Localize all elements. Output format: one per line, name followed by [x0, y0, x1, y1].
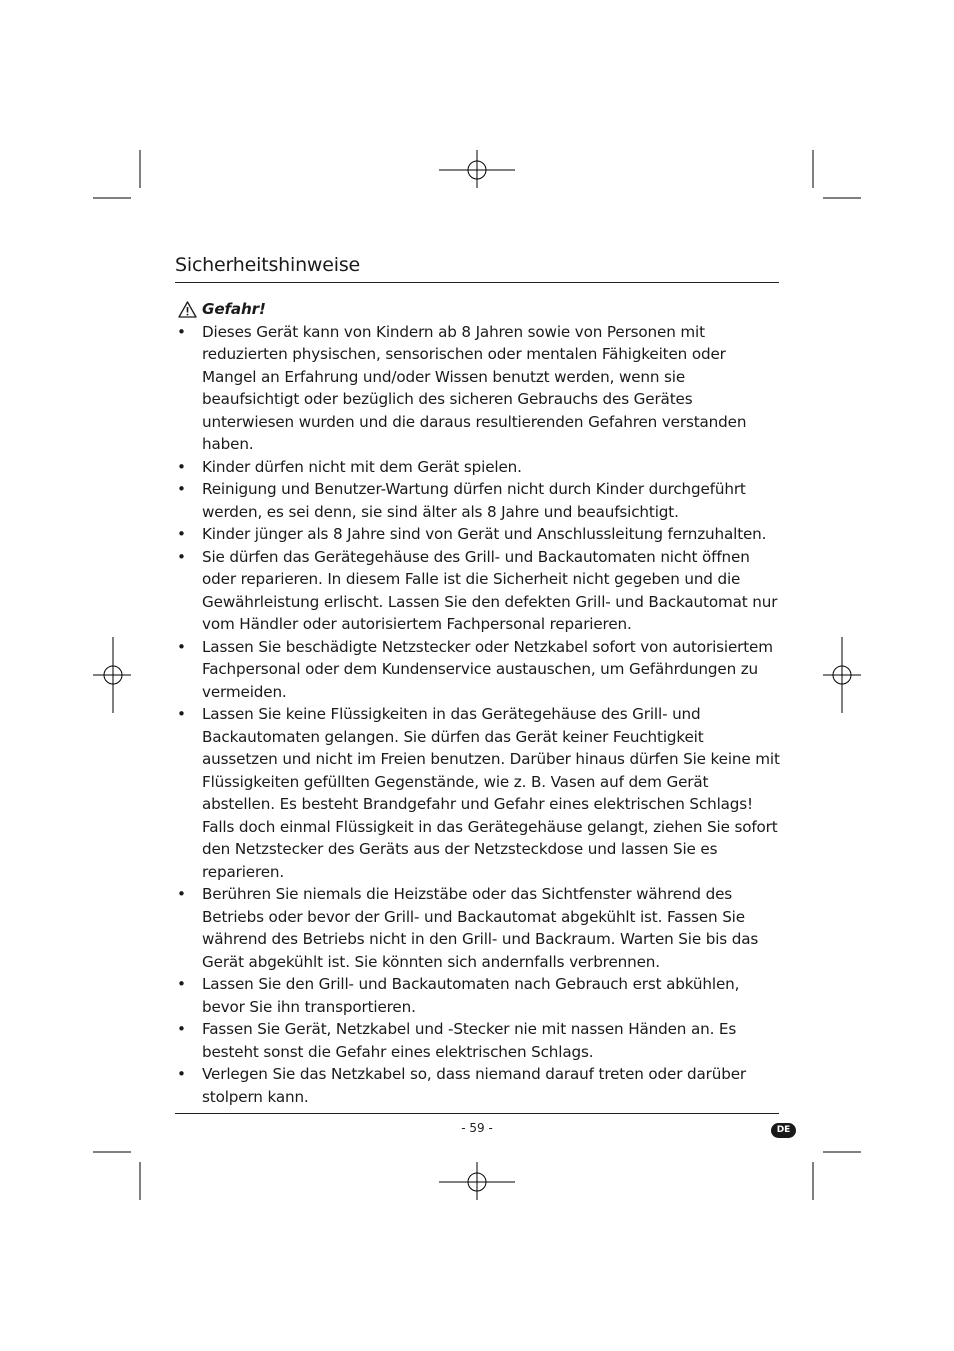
- list-item: • Sie dürfen das Gerätegehäuse des Grill- und Backautomaten nicht öffnen oder reparieren. In diesem Falle ist die Sicherheit nicht gegeben und die Gewährleistung erlischt. Lassen Sie den defekten Grill- und Backautomat nur vom Händler oder autorisiertem Fachpersonal reparieren.: [176, 546, 780, 636]
- page-number: - 59 -: [461, 1121, 493, 1135]
- list-item: • Berühren Sie niemals die Heizstäbe oder das Sichtfenster während des Betriebs oder bevor der Grill- und Backautomat abgekühlt ist. Fassen Sie während des Betriebs nicht in den Grill- und Backraum. Warten Sie bis das Gerät abgekühlt ist. Sie könnten sich andernfalls verbrennen.: [176, 883, 780, 973]
- list-item: • Dieses Gerät kann von Kindern ab 8 Jahren sowie von Personen mit reduzierten physischen, sensorischen oder mentalen Fähigkeiten oder Mangel an Erfahrung und/oder Wissen benutzt werden, wenn sie beaufsichtigt oder bezüglich des sicheren Gebrauchs des Gerätes unterwiesen wurden und die daraus resultierenden Gefahren verstanden haben.: [176, 321, 780, 456]
- warning-heading: [176, 298, 780, 321]
- title-rule: [175, 282, 779, 283]
- registration-mark-left: [93, 637, 131, 713]
- footer-rule: [175, 1113, 779, 1114]
- list-item: • Lassen Sie beschädigte Netzstecker oder Netzkabel sofort von autorisiertem Fachpersonal oder dem Kundenservice austauschen, um Gefährdungen zu vermeiden.: [176, 636, 780, 704]
- warning-triangle-icon: [178, 301, 197, 318]
- list-item: • Verlegen Sie das Netzkabel so, dass niemand darauf treten oder darüber stolpern kann.: [176, 1063, 780, 1108]
- registration-mark-right: [823, 637, 861, 713]
- list-item: • Fassen Sie Gerät, Netzkabel und -Stecker nie mit nassen Händen an. Es besteht sonst die Gefahr eines elektrischen Schlags.: [176, 1018, 780, 1063]
- list-item: • Kinder dürfen nicht mit dem Gerät spielen.: [176, 456, 780, 479]
- section-title: Sicherheitshinweise: [175, 254, 361, 276]
- list-item: • Kinder jünger als 8 Jahre sind von Gerät und Anschlussleitung fernzuhalten.: [176, 523, 780, 546]
- safety-content: [176, 298, 780, 1108]
- list-item: • Reinigung und Benutzer-Wartung dürfen nicht durch Kinder durchgeführt werden, es sei denn, sie sind älter als 8 Jahre und beaufsichtigt.: [176, 478, 780, 523]
- list-item: • Lassen Sie den Grill- und Backautomaten nach Gebrauch erst abkühlen, bevor Sie ihn transportieren.: [176, 973, 780, 1018]
- safety-bullet-list: [176, 321, 780, 1109]
- list-item: • Lassen Sie keine Flüssigkeiten in das Gerätegehäuse des Grill- und Backautomaten gelangen. Sie dürfen das Gerät keiner Feuchtigkeit aussetzen und nicht im Freien benutzen. Darüber hinaus dürfen Sie keine mit Flüssigkeiten gefüllten Gegenstände, wie z. B. Vasen auf dem Gerät abstellen. Es besteht Brandgefahr und Gefahr eines elektrischen Schlags! Falls doch einmal Flüssigkeit in das Gerätegehäuse gelangt, ziehen Sie sofort den Netzstecker des Geräts aus der Netzsteckdose und lassen Sie es reparieren.: [176, 703, 780, 883]
- registration-mark-top: [439, 150, 515, 188]
- language-badge: DE: [771, 1123, 796, 1138]
- warning-label: Gefahr!: [202, 300, 266, 318]
- registration-mark-bottom: [439, 1162, 515, 1200]
